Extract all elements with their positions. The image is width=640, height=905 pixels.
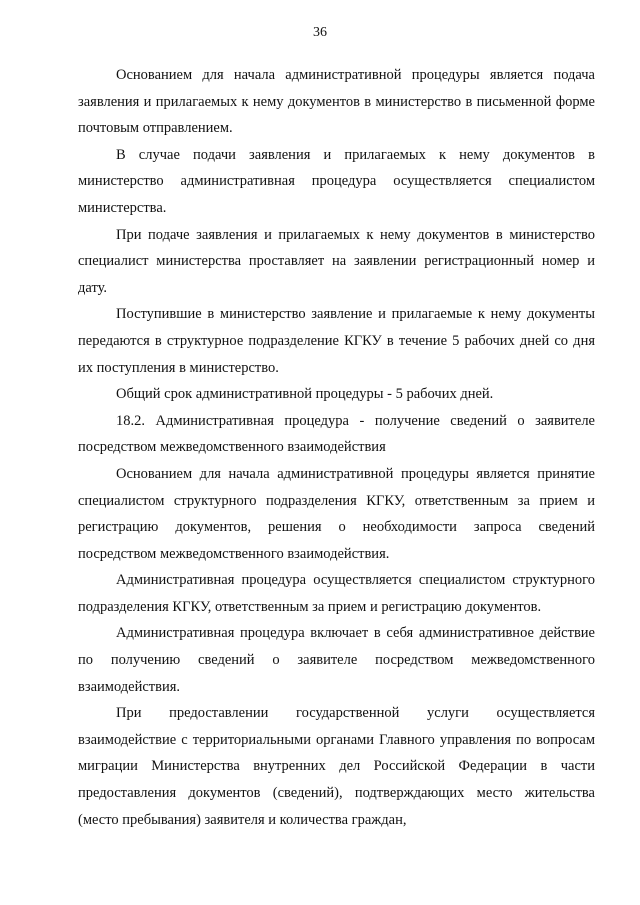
paragraph-ministry-specialist: В случае подачи заявления и прилагаемых к нему документов в министерство административная процедура осуществляется специалистом министерства. (78, 146, 595, 216)
paragraph-registration-number: При подаче заявления и прилагаемых к нему документов в министерство специалист министерства проставляет на заявлении регистрационный номер и дату. (78, 226, 595, 296)
section-heading-18-2: 18.2. Административная процедура - получение сведений о заявителе посредством межведомственного взаимодействия (78, 412, 595, 456)
page-number: 36 (313, 25, 327, 40)
paragraph-basis-postal: Основанием для начала административной процедуры является подача заявления и прилагаемых к нему документов в министерство в письменной форме почтовым отправлением. (78, 67, 595, 137)
paragraph-procedure-performer: Административная процедура осуществляется специалистом структурного подразделения КГКУ, ответственным за прием и регистрацию документов. (78, 572, 595, 615)
document-body (78, 62, 595, 833)
paragraph-procedure-includes: Административная процедура включает в себя административное действие по получению сведений о заявителе посредством межведомственного взаимодействия. (78, 625, 595, 695)
paragraph-interaction-migration: При предоставлении государственной услуги осуществляется взаимодействие с территориальными органами Главного управления по вопросам миграции Министерства внутренних дел Российской Федерации в части предоставления документов (сведений), подтверждающих место жительства (место пребывания) заявителя и количества граждан, (78, 705, 595, 828)
paragraph-total-term: Общий срок административной процедуры - 5 рабочих дней. (116, 386, 494, 403)
paragraph-basis-interagency: Основанием для начала административной процедуры является принятие специалистом структурного подразделения КГКУ, ответственным за прием и регистрацию документов, решения о необходимости запроса сведений посредством межведомственного взаимодействия. (78, 465, 595, 562)
paragraph-transfer-to-kgku: Поступившие в министерство заявление и прилагаемые к нему документы передаются в структурное подразделение КГКУ в течение 5 рабочих дней со дня их поступления в министерство. (78, 306, 595, 376)
